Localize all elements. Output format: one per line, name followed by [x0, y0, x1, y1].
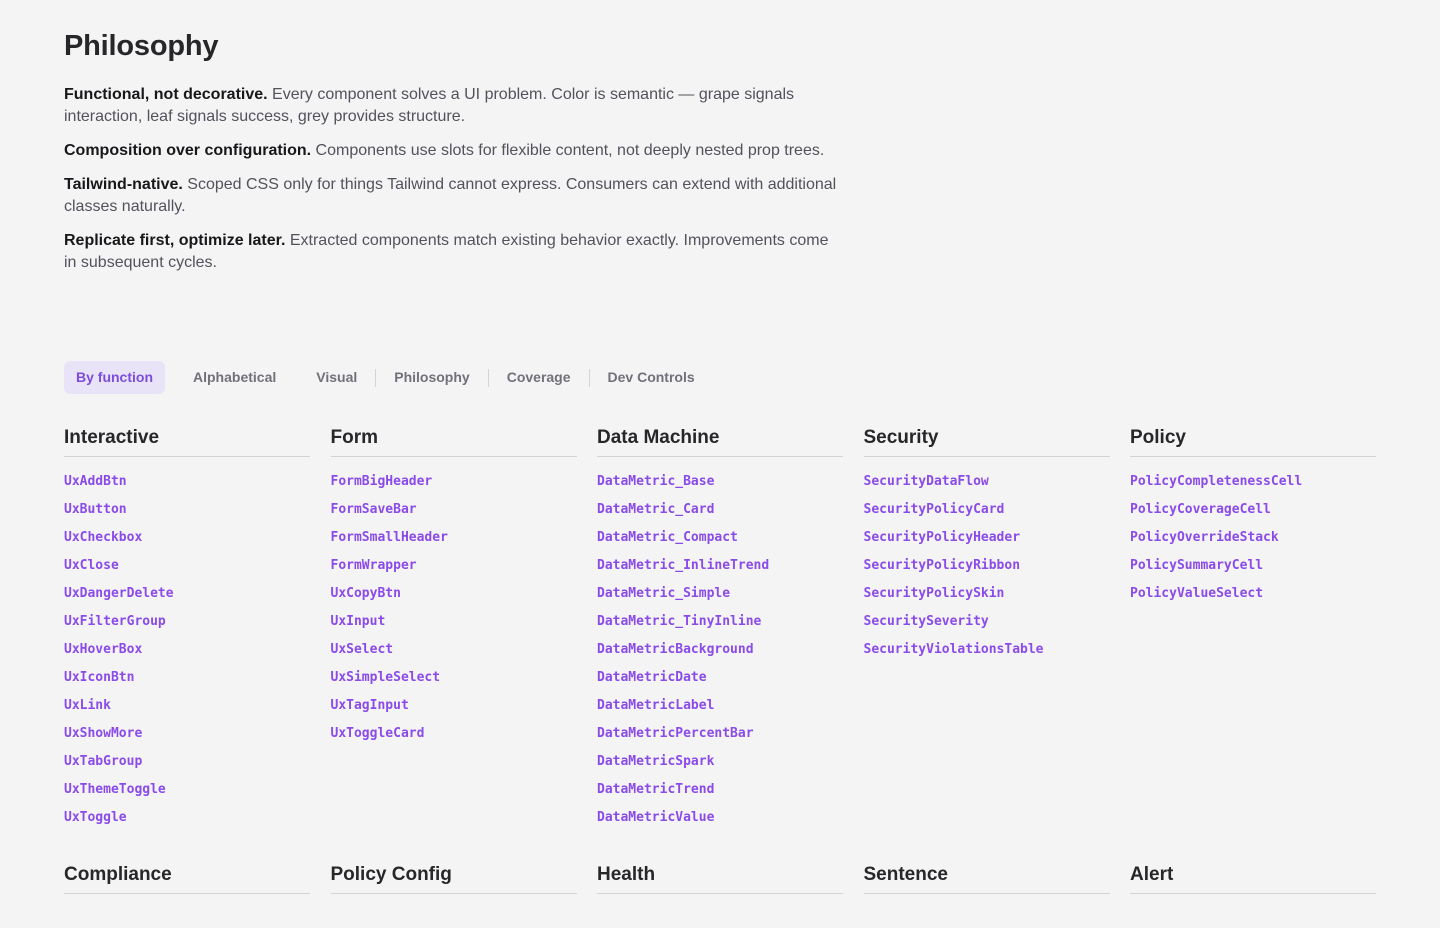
principle-text: Extracted components match existing behavior exactly. Improvements come in subsequent cycles.	[64, 232, 829, 271]
component-link[interactable]: PolicyValueSelect	[1130, 586, 1264, 601]
list-item	[64, 777, 310, 805]
list-item	[331, 581, 577, 609]
component-link[interactable]: UxToggle	[64, 810, 127, 825]
principle-text: Every component solves a UI problem. Color is semantic — grape signals interaction, leaf signals success, grey provides structure.	[64, 86, 795, 125]
component-link[interactable]: UxLink	[64, 698, 111, 713]
tab-by-function[interactable]: By function	[64, 361, 165, 394]
list-item	[864, 553, 1110, 581]
list-item	[1130, 553, 1376, 581]
list-item	[64, 497, 310, 525]
group-sentence	[864, 855, 1110, 906]
component-list	[64, 469, 310, 833]
component-list	[597, 469, 843, 833]
component-link[interactable]: DataMetric_Card	[597, 502, 715, 517]
list-item	[597, 665, 843, 693]
component-link[interactable]: FormSmallHeader	[330, 530, 448, 545]
component-link[interactable]: UxShowMore	[64, 726, 143, 741]
list-item	[64, 609, 310, 637]
component-link[interactable]: UxButton	[64, 502, 127, 517]
list-item	[331, 721, 577, 749]
component-link[interactable]: UxCheckbox	[64, 530, 143, 545]
component-link[interactable]: SecurityViolationsTable	[863, 642, 1044, 657]
tab-philosophy[interactable]: Philosophy	[394, 369, 470, 385]
list-item	[331, 469, 577, 497]
tab-dev-controls[interactable]: Dev Controls	[607, 369, 695, 385]
list-item	[864, 581, 1110, 609]
component-link[interactable]: UxThemeToggle	[64, 782, 166, 797]
tab-divider	[375, 369, 376, 387]
principle	[64, 84, 839, 128]
component-link[interactable]: UxTagInput	[330, 698, 409, 713]
list-item	[597, 469, 843, 497]
group-policy	[1130, 418, 1376, 833]
group-title: Health	[597, 855, 843, 894]
group-security	[864, 418, 1110, 833]
list-item	[597, 721, 843, 749]
list-item	[597, 805, 843, 833]
principle-text: Components use slots for flexible content, not deeply nested prop trees.	[311, 142, 825, 159]
list-item	[864, 609, 1110, 637]
list-item	[64, 637, 310, 665]
tab-visual[interactable]: Visual	[316, 369, 358, 385]
group-title: Form	[331, 418, 577, 457]
component-link[interactable]: SecuritySeverity	[863, 614, 989, 629]
list-item	[331, 693, 577, 721]
group-policy-config	[331, 855, 577, 906]
list-item	[597, 609, 843, 637]
component-link[interactable]: PolicyOverrideStack	[1130, 530, 1279, 545]
list-item	[597, 553, 843, 581]
component-link[interactable]: DataMetricBackground	[597, 642, 754, 657]
component-list	[864, 469, 1110, 665]
component-list	[1130, 469, 1376, 609]
component-link[interactable]: UxCopyBtn	[330, 586, 401, 601]
component-link[interactable]: UxAddBtn	[64, 474, 127, 489]
list-item	[597, 777, 843, 805]
tab-alphabetical[interactable]: Alphabetical	[193, 369, 277, 385]
tab-divider	[488, 369, 489, 387]
component-link[interactable]: DataMetric_TinyInline	[597, 614, 762, 629]
component-link[interactable]: SecurityPolicyRibbon	[863, 558, 1021, 573]
tab-coverage[interactable]: Coverage	[506, 369, 571, 385]
group-title: Policy Config	[331, 855, 577, 894]
component-link[interactable]: DataMetricValue	[597, 810, 715, 825]
principle-lead: Replicate first, optimize later.	[64, 232, 286, 249]
list-item	[1130, 469, 1376, 497]
component-link[interactable]: DataMetricPercentBar	[597, 726, 754, 741]
list-item	[864, 469, 1110, 497]
list-item	[597, 749, 843, 777]
list-item	[64, 469, 310, 497]
component-link[interactable]: SecurityPolicySkin	[863, 586, 1005, 601]
component-link[interactable]: PolicySummaryCell	[1130, 558, 1264, 573]
principle-lead: Tailwind-native.	[64, 176, 183, 193]
component-groups-grid	[64, 418, 1376, 928]
list-item	[597, 637, 843, 665]
component-link[interactable]: UxClose	[64, 558, 119, 573]
component-link[interactable]: DataMetric_Compact	[597, 530, 738, 545]
component-link[interactable]: DataMetricDate	[597, 670, 707, 685]
component-link[interactable]: UxSimpleSelect	[330, 670, 441, 685]
component-link[interactable]: UxSelect	[330, 642, 394, 657]
list-item	[331, 553, 577, 581]
component-link[interactable]: UxIconBtn	[64, 670, 135, 685]
component-link[interactable]: UxInput	[330, 614, 386, 629]
list-item	[1130, 581, 1376, 609]
list-item	[864, 497, 1110, 525]
list-item	[597, 497, 843, 525]
group-compliance	[64, 855, 310, 906]
list-item	[1130, 525, 1376, 553]
group-title: Policy	[1130, 418, 1376, 457]
list-item	[597, 525, 843, 553]
principle	[64, 174, 839, 218]
list-item	[864, 525, 1110, 553]
component-link[interactable]: PolicyCompletenessCell	[1130, 474, 1303, 489]
group-interactive	[64, 418, 310, 833]
list-item	[64, 525, 310, 553]
group-form	[331, 418, 577, 833]
list-item	[331, 665, 577, 693]
list-item	[331, 609, 577, 637]
component-link[interactable]: DataMetricSpark	[597, 754, 715, 769]
component-link[interactable]: DataMetric_Base	[597, 474, 715, 489]
principle-lead: Composition over configuration.	[64, 142, 312, 159]
component-link[interactable]: DataMetricTrend	[597, 782, 715, 797]
group-health	[597, 855, 843, 906]
list-item	[597, 693, 843, 721]
group-data-machine	[597, 418, 843, 833]
component-list	[331, 469, 577, 749]
list-item	[331, 637, 577, 665]
component-link[interactable]: UxFilterGroup	[64, 614, 166, 629]
component-link[interactable]: UxTabGroup	[64, 754, 143, 769]
list-item	[64, 693, 310, 721]
page-title: Philosophy	[64, 30, 219, 62]
principle-text: Scoped CSS only for things Tailwind cannot express. Consumers can extend with additional classes naturally.	[64, 176, 837, 215]
list-item	[1130, 497, 1376, 525]
component-link[interactable]: FormBigHeader	[330, 474, 433, 489]
principle	[64, 230, 839, 274]
component-link[interactable]: UxDangerDelete	[64, 586, 174, 601]
component-link[interactable]: DataMetric_InlineTrend	[597, 558, 770, 573]
list-item	[64, 805, 310, 833]
group-title: Data Machine	[597, 418, 843, 457]
component-link[interactable]: SecurityPolicyHeader	[863, 530, 1021, 545]
group-alert	[1130, 855, 1376, 906]
component-link[interactable]: UxToggleCard	[330, 726, 425, 741]
group-title: Security	[864, 418, 1110, 457]
principle-lead: Functional, not decorative.	[64, 86, 268, 103]
tab-divider	[589, 369, 590, 387]
list-item	[64, 665, 310, 693]
list-item	[331, 525, 577, 553]
view-tabs	[64, 361, 707, 394]
principle	[64, 140, 839, 162]
list-item	[597, 581, 843, 609]
group-title: Compliance	[64, 855, 310, 894]
component-link[interactable]: FormSaveBar	[330, 502, 417, 517]
list-item	[64, 553, 310, 581]
list-item	[331, 497, 577, 525]
list-item	[864, 637, 1110, 665]
component-link[interactable]: DataMetric_Simple	[597, 586, 731, 601]
component-link[interactable]: PolicyCoverageCell	[1130, 502, 1271, 517]
group-title: Sentence	[864, 855, 1110, 894]
component-link[interactable]: DataMetricLabel	[597, 698, 715, 713]
component-link[interactable]: SecurityDataFlow	[863, 474, 989, 489]
list-item	[64, 721, 310, 749]
list-item	[64, 749, 310, 777]
group-title: Interactive	[64, 418, 310, 457]
component-link[interactable]: SecurityPolicyCard	[863, 502, 1005, 517]
group-title: Alert	[1130, 855, 1376, 894]
component-link[interactable]: UxHoverBox	[64, 642, 143, 657]
component-link[interactable]: FormWrapper	[330, 558, 417, 573]
philosophy-principles	[64, 84, 839, 286]
list-item	[64, 581, 310, 609]
